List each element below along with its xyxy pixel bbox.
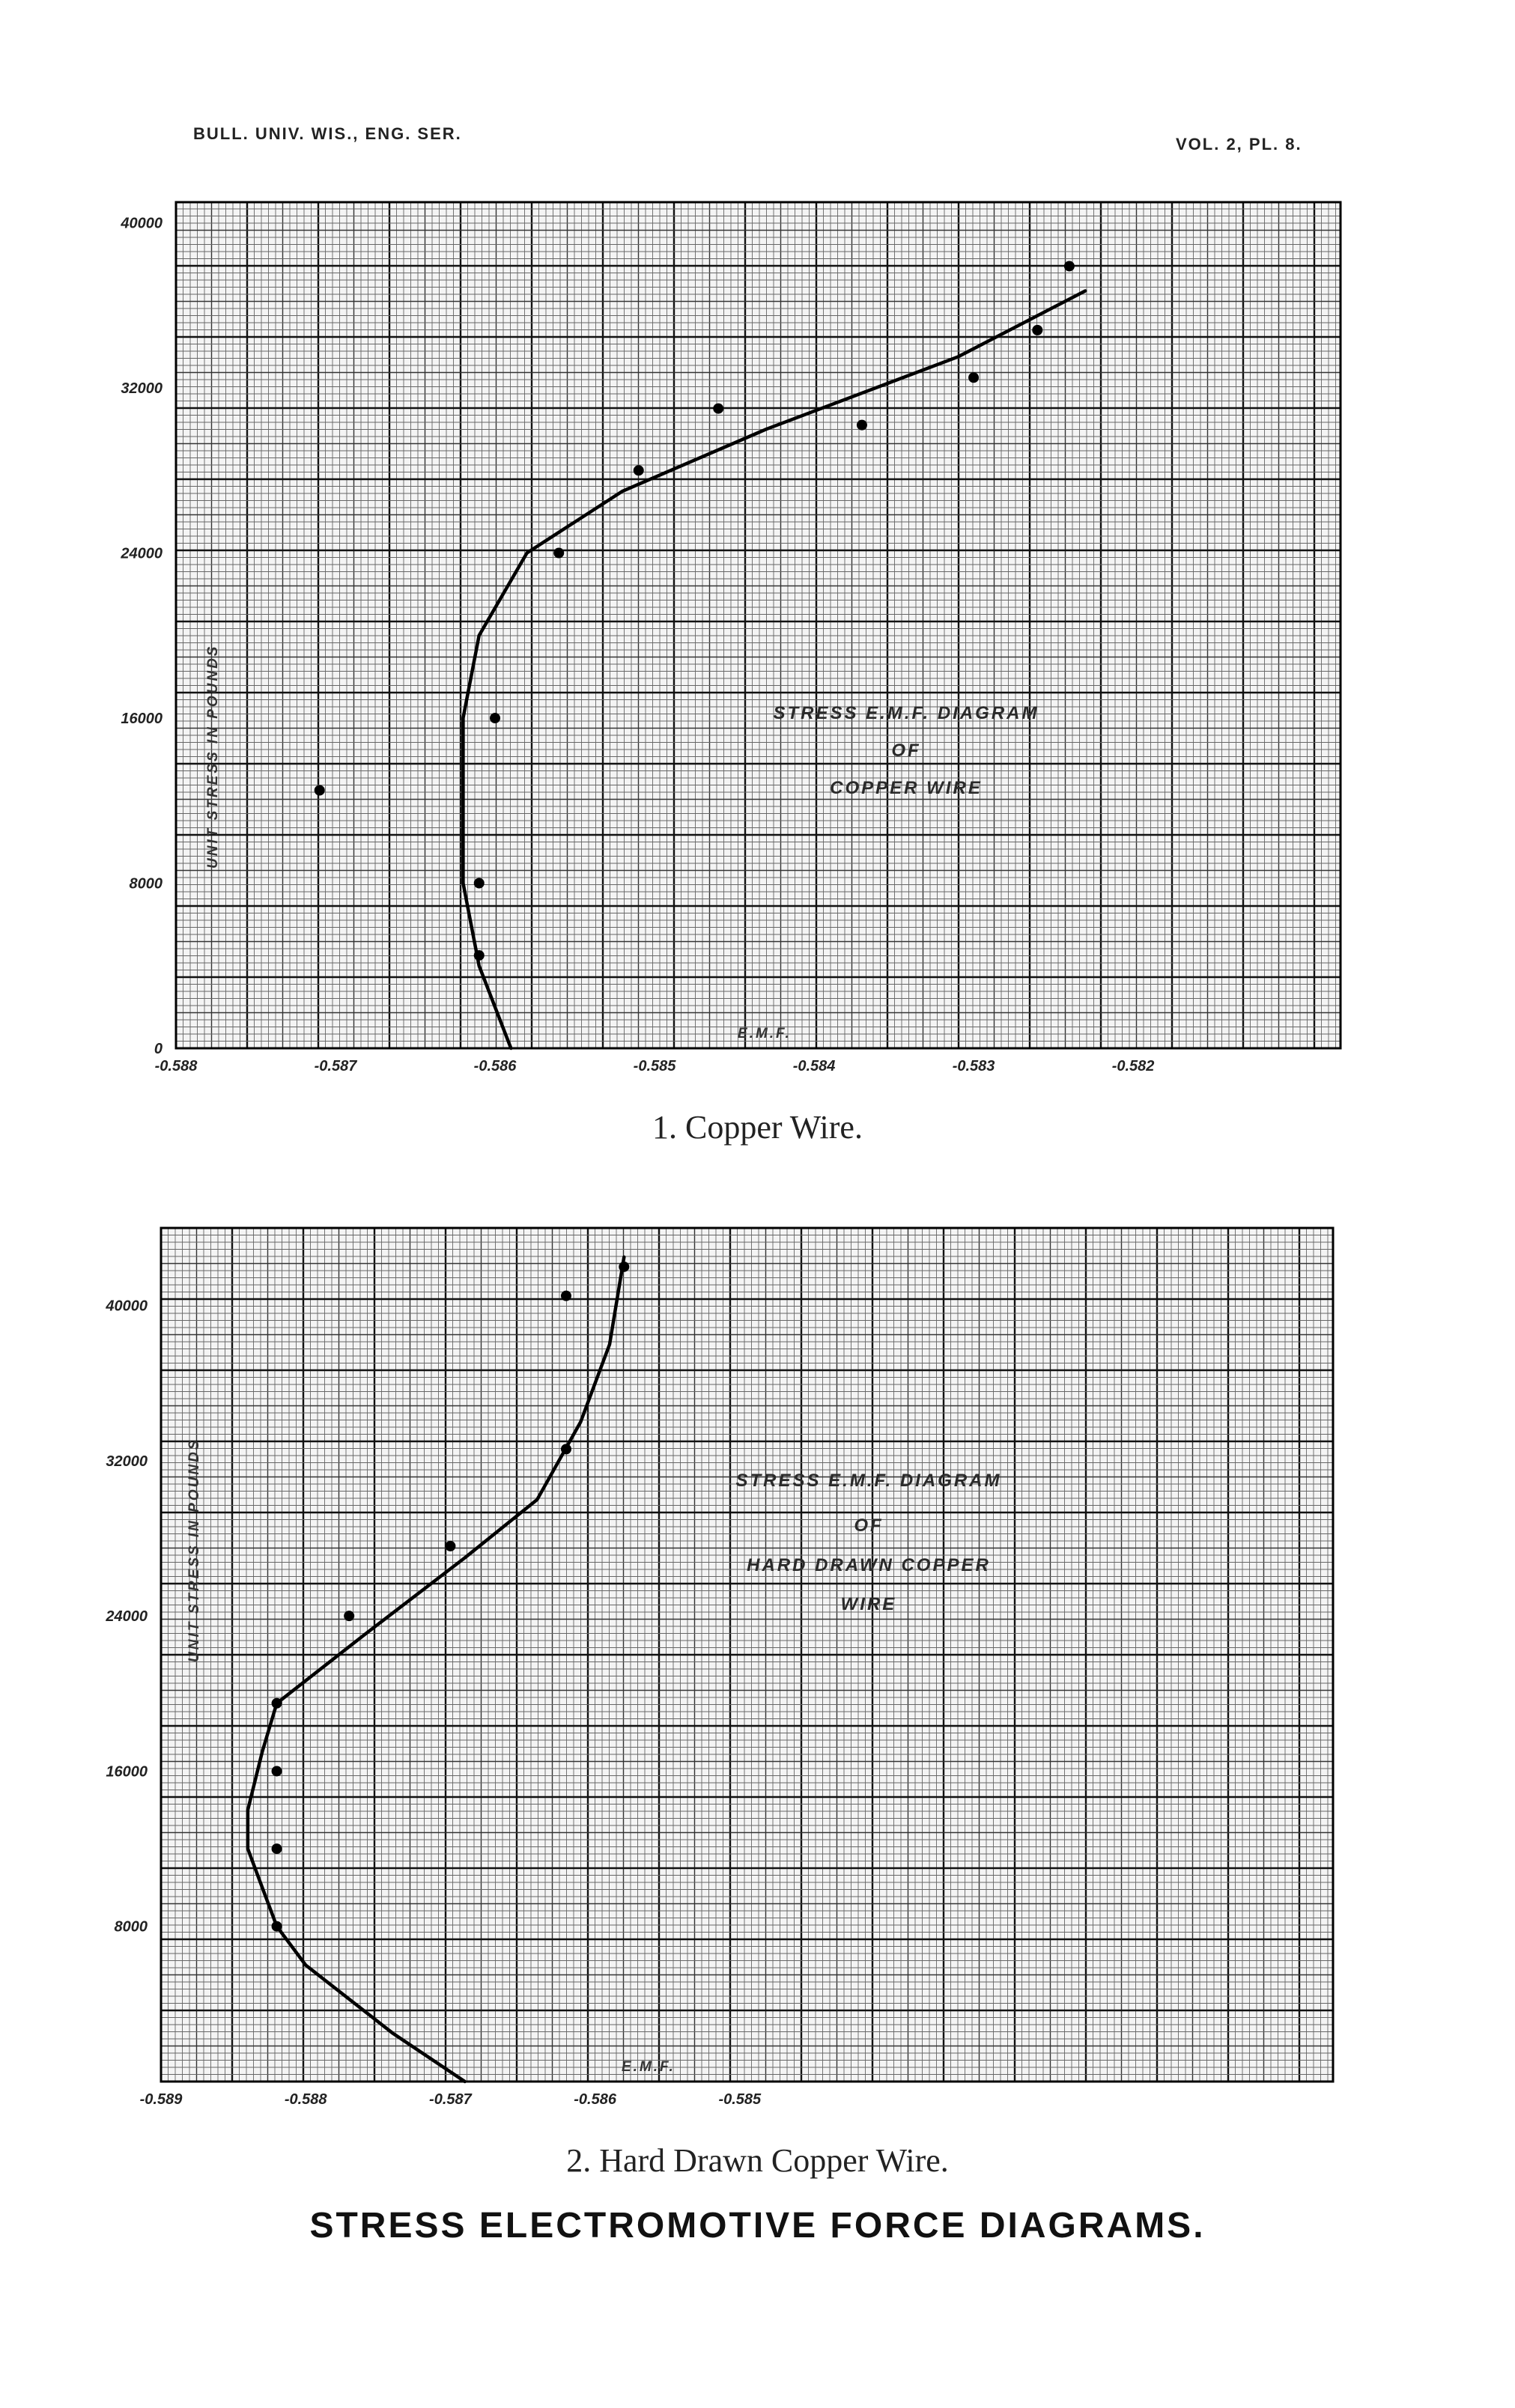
chart-hard-drawn-copper-wire — [0, 1213, 1515, 2126]
y-tick-label: 24000 — [121, 545, 163, 562]
data-point — [1032, 325, 1042, 335]
data-point — [445, 1541, 455, 1551]
x-tick-label: -0.587 — [429, 2091, 472, 2108]
data-point — [315, 785, 325, 795]
data-point — [272, 1843, 282, 1854]
data-point — [474, 878, 485, 889]
x-tick-label: -0.586 — [473, 1058, 517, 1074]
data-point — [490, 713, 500, 723]
y-tick-label: 40000 — [121, 215, 163, 232]
plate-title: STRESS ELECTROMOTIVE FORCE DIAGRAMS. — [309, 2206, 1206, 2246]
y-tick-label: 16000 — [121, 711, 163, 728]
y-axis-label: UNIT STRESS IN POUNDS — [186, 1438, 202, 1662]
data-point — [272, 1921, 282, 1932]
header-right: VOL. 2, PL. 8. — [1176, 135, 1302, 153]
data-point — [968, 372, 979, 383]
x-tick-label: -0.588 — [284, 2091, 327, 2108]
data-point — [272, 1698, 282, 1709]
data-point — [561, 1291, 571, 1301]
plot-area — [176, 202, 1341, 1048]
chart-copper-wire — [0, 187, 1515, 1101]
data-point — [713, 404, 723, 414]
data-point — [561, 1444, 571, 1454]
chart-annotation-line: OF — [891, 741, 921, 761]
x-axis-label: E.M.F. — [738, 1026, 792, 1042]
chart-annotation-line: OF — [854, 1515, 884, 1536]
chart-annotation-line: STRESS E.M.F. DIAGRAM — [735, 1471, 1002, 1491]
y-axis-label: UNIT STRESS IN POUNDS — [205, 644, 221, 869]
y-tick-label: 8000 — [114, 1918, 148, 1936]
x-tick-label: -0.587 — [314, 1058, 357, 1074]
data-point — [857, 420, 867, 431]
data-point — [474, 950, 485, 961]
x-tick-label: -0.588 — [154, 1058, 198, 1074]
caption-chart-2: 2. Hard Drawn Copper Wire. — [566, 2142, 949, 2179]
x-tick-label: -0.586 — [574, 2091, 616, 2108]
y-tick-label: 0 — [154, 1041, 163, 1057]
chart-annotation-line: COPPER WIRE — [830, 778, 983, 798]
data-point — [619, 1262, 629, 1272]
x-axis-label: E.M.F. — [622, 2059, 675, 2075]
data-point — [1064, 261, 1075, 271]
x-tick-label: -0.585 — [718, 2091, 762, 2108]
y-tick-label: 40000 — [106, 1298, 148, 1315]
x-tick-label: -0.582 — [1111, 1058, 1155, 1074]
y-tick-label: 32000 — [121, 380, 163, 398]
x-tick-label: -0.584 — [792, 1058, 836, 1074]
y-tick-label: 8000 — [129, 875, 163, 893]
x-tick-label: -0.585 — [633, 1058, 676, 1074]
data-point — [553, 548, 564, 559]
y-tick-label: 24000 — [106, 1608, 148, 1626]
x-tick-label: -0.583 — [952, 1058, 995, 1074]
data-point — [634, 465, 644, 475]
header-left: BULL. UNIV. WIS., ENG. SER. — [193, 124, 462, 143]
data-point — [272, 1766, 282, 1776]
y-tick-label: 32000 — [106, 1453, 148, 1470]
chart-annotation-line: STRESS E.M.F. DIAGRAM — [773, 703, 1039, 723]
caption-chart-1: 1. Copper Wire. — [652, 1109, 863, 1146]
x-tick-label: -0.589 — [139, 2091, 183, 2108]
data-point — [344, 1611, 354, 1621]
chart-annotation-line: WIRE — [840, 1594, 897, 1614]
y-tick-label: 16000 — [106, 1763, 148, 1781]
chart-annotation-line: HARD DRAWN COPPER — [747, 1555, 991, 1575]
